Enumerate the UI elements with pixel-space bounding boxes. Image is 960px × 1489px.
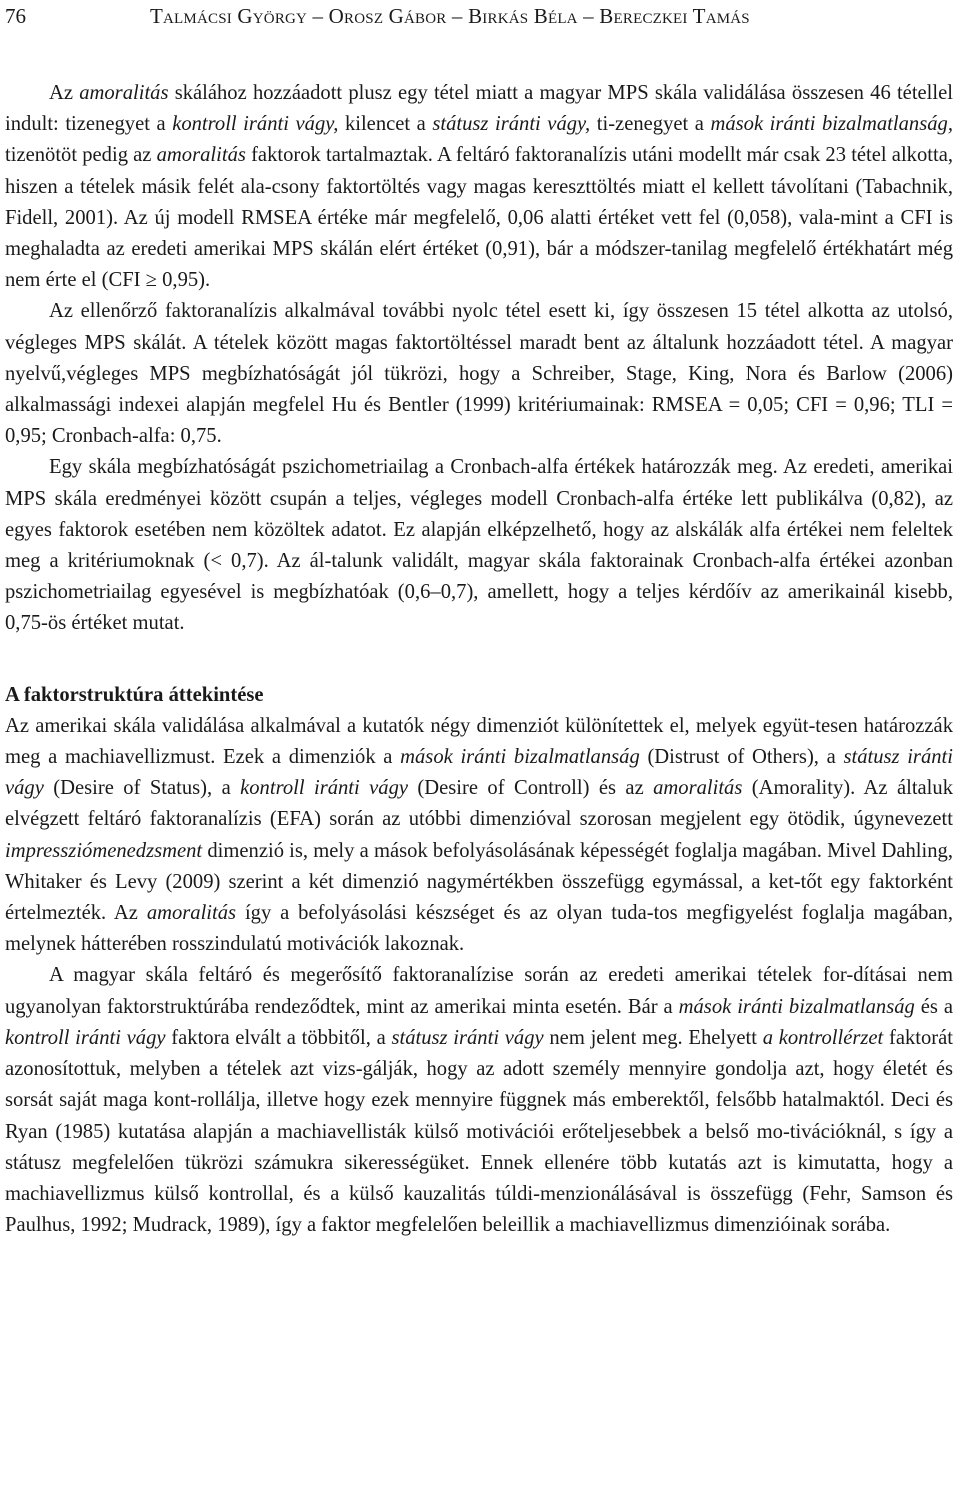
section-heading: A faktorstruktúra áttekintése	[5, 683, 264, 706]
paragraph	[5, 296, 953, 452]
italic-term: amoralitás	[79, 82, 169, 104]
page	[5, 0, 953, 1241]
text-run: és a	[914, 995, 954, 1018]
text-run: (Desire of Status), a	[43, 777, 241, 800]
article-body	[5, 78, 953, 1241]
italic-term: kontroll iránti vágy	[240, 777, 409, 800]
italic-term: kontroll iránti vágy	[5, 1026, 166, 1049]
paragraph	[5, 960, 953, 1241]
text-run: dimenzió is, mely a mások befolyásolásának képességét foglalja magában. Mivel Dahling, Whitaker és Levy (2009) szerint a két dimenzió nagymértékben összefügg egymással, a ket-tőt egy faktorként értelmezték. Az	[5, 839, 953, 925]
italic-term: amoralitás	[156, 144, 246, 167]
italic-term: státusz iránti vágy,	[432, 113, 591, 136]
italic-term: kontroll iránti vágy,	[172, 113, 339, 136]
text-run: ti-zenegyet a	[590, 113, 711, 136]
text-run: így a befolyásolási készséget és az olyan tuda-tos megfigyelést foglalja magában, melynek hátterében rosszindulatú motivációk lakoznak.	[5, 902, 953, 956]
paragraph	[5, 78, 953, 296]
text-run: faktorok tartalmaztak. A feltáró faktoranalízis utáni modellt már csak 23 tétel alkotta, hiszen a tételek másik felét ala-csony faktortöltés vagy magas kereszttöltés miatt el kellett távolítani (Tabachnik, Fidell, 2001). Az új modell RMSEA értéke már megfelelő, 0,06 alatti értéket vett fel (0,058), vala-mint a CFI is meghaladta az eredeti amerikai MPS skálán elért értéket (0,91), bár a módszer-tanilag megfelelő értékhatárt még nem érte el (CFI ≥ 0,95).	[5, 144, 953, 292]
paragraph	[5, 711, 953, 961]
author-list: Talmácsi György – Orosz Gábor – Birkás Béla – Bereczkei Tamás	[150, 4, 750, 28]
text-run: Az	[49, 82, 80, 104]
paragraph-group-intro	[5, 78, 953, 640]
text-run: (Distrust of Others), a	[639, 746, 844, 769]
text-run: tizenötöt pedig az	[5, 144, 157, 167]
text-run: kilencet a	[338, 113, 433, 136]
italic-term: mások iránti bizalmatlanság,	[710, 113, 953, 136]
text-run: Egy skála megbízhatóságát pszichometriailag a Cronbach-alfa értékek határozzák meg. Az eredeti, amerikai MPS skála eredményei között csupán a teljes, végleges modell Cronbach-alfa értéke lett publikálva (0,82), az egyes faktorok esetében nem közöltek adatot. Ez alapján elképzelhető, hogy az alskálák alfa értékei nem feleltek meg a kritériumoknak (< 0,7). Az ál-talunk validált, magyar skála faktorainak Cronbach-alfa értékei azonban pszichometriailag egyesével is megbízhatóak (0,6–0,7), amellett, hogy a teljes kérdőív az amerikainál kisebb, 0,75-ös értéket mutat.	[5, 456, 953, 635]
page-number: 76	[5, 4, 26, 28]
text-run: A magyar skála feltáró és megerősítő faktoranalízise során az eredeti amerikai tételek for-dításai nem ugyanolyan faktorstruktúrába rendeződtek, mint az amerikai minta esetén. Bár a	[5, 964, 953, 1018]
italic-term: impressziómenedzsment	[5, 839, 203, 862]
italic-term: a kontrollérzet	[762, 1026, 884, 1049]
italic-term: amoralitás	[146, 902, 237, 925]
text-run: (Desire of Controll) és az	[408, 777, 654, 800]
italic-term: státusz iránti vágy	[5, 746, 953, 800]
text-run: faktorát azonosítottuk, melyben a tételek azt vizs-gálják, hogy az adott személy mennyire gondolja azt, hogy életét és sorsát saját maga kont-rollálja, illetve hogy ezek mennyire függnek más emberektől, felsőbb hatalmaktól. Deci és Ryan (1985) kutatása alapján a machiavellisták külső motivációi erőteljesebbek a belső mo-tivációknál, s így a státusz megfelelően tükrözi számukra sikerességüket. Ennek ellenére több kutatás azt is kimutatta, hogy a machiavellizmus külső kontrollal, és a külső kauzalitás túldi-menzionálásával is összefügg (Fehr, Samson és Paulhus, 1992; Mudrack, 1989), így a faktor megfelelően beleillik a machiavellizmus dimenzióinak sorába.	[5, 1026, 953, 1237]
italic-term: amoralitás	[653, 777, 743, 800]
paragraph	[5, 452, 953, 639]
text-run: Az ellenőrző faktoranalízis alkalmával további nyolc tétel esett ki, így összesen 15 tétel alkotta az utolsó, végleges MPS skálát. A tételek között magas faktortöltéssel maradt bent az általunk hozzáadott tétel. A magyar nyelvű,végleges MPS megbízhatóságát jól tükrözi, hogy a Schreiber, Stage, King, Nora és Barlow (2006) alkalmassági indexei alapján megfelel Hu és Bentler (1999) kritériumainak: RMSEA = 0,05; CFI = 0,96; TLI = 0,95; Cronbach-alfa: 0,75.	[5, 300, 953, 448]
running-header	[5, 2, 953, 32]
text-run: Az amerikai skála validálása alkalmával a kutatók négy dimenziót különítettek el, melyek együt-tesen határozzák meg a machiavellizmust. Ezek a dimenziók a	[5, 714, 953, 769]
italic-term: mások iránti bizalmatlanság	[400, 746, 640, 769]
italic-term: státusz iránti vágy	[391, 1026, 544, 1049]
text-run: (Amorality). Az általuk elvégzett feltáró faktoranalízis (EFA) során az utóbbi dimenzióval szorosan megjelent egy ötödik, úgynevezett	[5, 777, 953, 831]
text-run: nem jelent meg. Ehelyett	[543, 1026, 763, 1049]
text-run: skálához hozzáadott plusz egy tétel miatt a magyar MPS skála validálása összesen 46 tétellel indult: tizenegyet a	[5, 82, 953, 136]
text-run: faktora elvált a többitől, a	[165, 1026, 392, 1049]
italic-term: mások iránti bizalmatlanság	[678, 995, 915, 1018]
paragraph-group-section	[5, 711, 953, 1241]
